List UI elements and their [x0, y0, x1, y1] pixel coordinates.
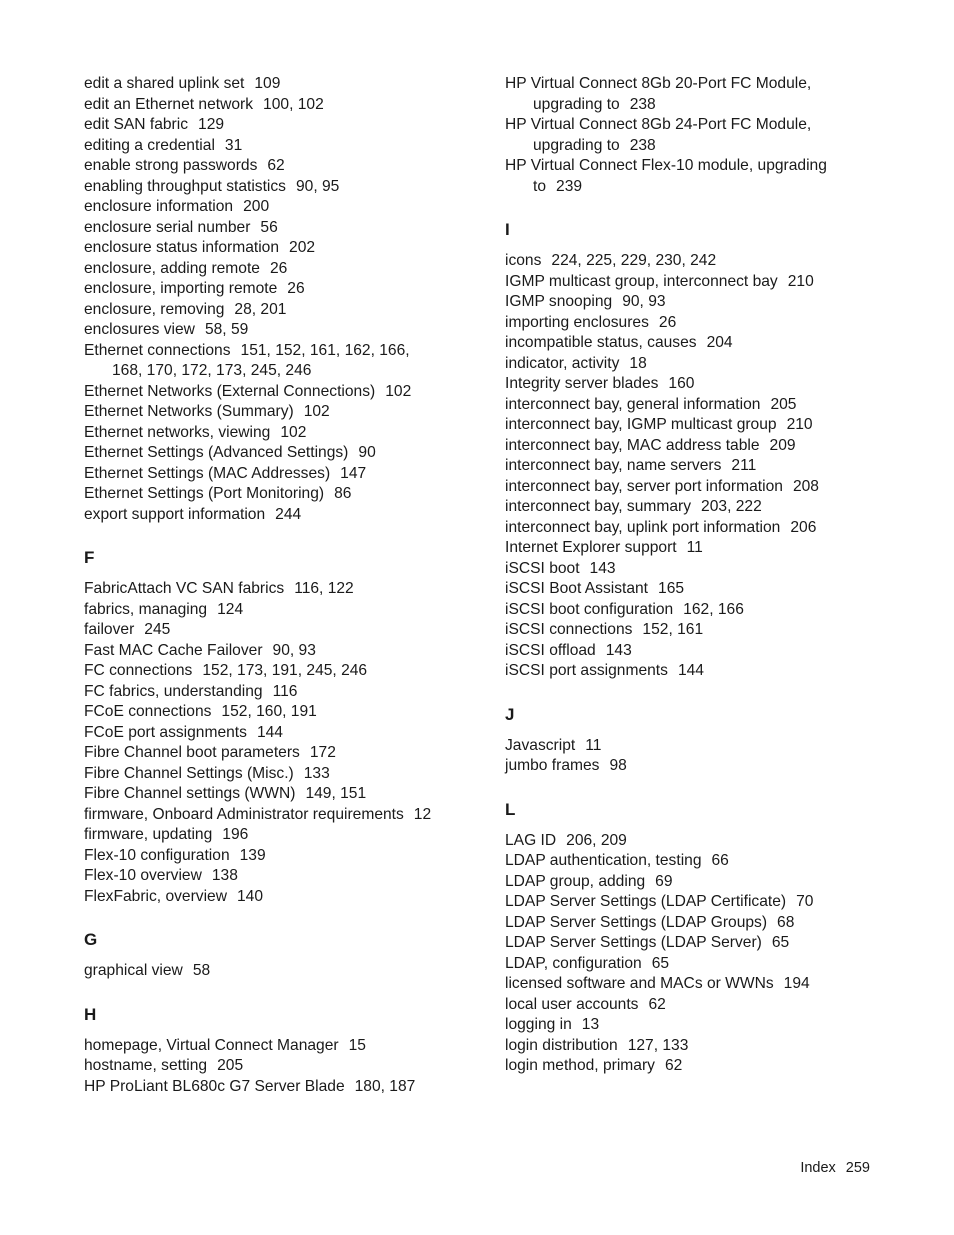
index-section: [84, 929, 434, 982]
index-entry: [84, 423, 434, 444]
entry-term: HP Virtual Connect 8Gb 20-Port FC Module, upgrading to: [505, 75, 812, 113]
section-letter: F: [84, 548, 95, 567]
index-entry: [84, 620, 434, 641]
index-entry: [84, 641, 434, 662]
index-entry: [505, 251, 855, 272]
entry-term: interconnect bay, name servers: [505, 457, 722, 474]
entry-pages[interactable]: 58: [192, 962, 211, 979]
index-entry: [505, 933, 855, 954]
entry-term: interconnect bay, IGMP multicast group: [505, 416, 777, 433]
entry-term: enclosure, importing remote: [84, 280, 278, 297]
entry-term: interconnect bay, summary: [505, 498, 692, 515]
index-entry: [84, 682, 434, 703]
index-entry: [84, 382, 434, 403]
entry-term: login method, primary: [505, 1057, 655, 1074]
entry-pages[interactable]: 129: [198, 116, 225, 133]
entry-pages[interactable]: 62: [648, 995, 666, 1013]
entry-term: IGMP snooping: [505, 293, 613, 310]
section-letter: H: [84, 1004, 97, 1024]
index-entry: [505, 477, 855, 498]
index-section: [84, 547, 434, 907]
index-entry: [84, 661, 434, 682]
index-entry: [505, 1056, 855, 1077]
entry-pages[interactable]: 200: [243, 198, 270, 215]
entry-pages[interactable]: 224, 225, 229, 230, 242: [551, 252, 717, 269]
index-entry: [84, 961, 434, 982]
entry-pages[interactable]: 144: [256, 723, 283, 741]
entry-term: LDAP authentication, testing: [505, 852, 702, 869]
entry-pages[interactable]: 124: [217, 600, 244, 618]
entry-pages[interactable]: 102: [280, 423, 307, 441]
index-entry: [505, 974, 855, 995]
entry-pages[interactable]: 70: [796, 893, 814, 910]
entry-pages[interactable]: 138: [211, 867, 238, 884]
index-section: [84, 1004, 434, 1098]
entry-term: edit an Ethernet network: [84, 95, 254, 113]
entry-term: interconnect bay, uplink port information: [505, 518, 781, 536]
entry-pages[interactable]: 15: [348, 1036, 366, 1054]
entry-term: graphical view: [84, 962, 183, 979]
index-entry: [505, 415, 855, 436]
entry-term: iSCSI connections: [505, 621, 633, 638]
index-entry: [505, 872, 855, 893]
entry-pages[interactable]: 90, 93: [622, 293, 666, 310]
entry-pages[interactable]: 206: [790, 518, 817, 536]
entry-term: enabling throughput statistics: [84, 177, 286, 195]
entry-term: editing a credential: [84, 136, 215, 154]
entry-term: firmware, updating: [84, 826, 213, 843]
entry-pages[interactable]: 90: [358, 444, 376, 461]
entry-term: FabricAttach VC SAN fabrics: [84, 580, 285, 597]
index-entry: [84, 743, 434, 764]
index-entry: [84, 784, 434, 805]
index-entry: [505, 1036, 855, 1057]
index-entry: [505, 74, 855, 115]
index-entry: [84, 484, 434, 505]
entry-term: FC connections: [84, 662, 193, 679]
index-entry: [84, 464, 434, 485]
entry-pages[interactable]: 102: [303, 403, 330, 420]
entry-pages[interactable]: 90, 95: [295, 177, 340, 195]
entry-term: local user accounts: [505, 995, 639, 1013]
entry-pages[interactable]: 26: [658, 313, 677, 331]
index-entry: [505, 559, 855, 580]
index-entry: [505, 851, 855, 872]
entry-pages[interactable]: 162, 166: [683, 600, 744, 618]
entry-term: HP Virtual Connect Flex-10 module, upgrading to: [505, 157, 827, 195]
entry-term: Fibre Channel boot parameters: [84, 744, 300, 761]
entry-pages[interactable]: 152, 173, 191, 245, 246: [202, 662, 368, 679]
entry-pages[interactable]: 66: [711, 852, 729, 869]
entry-term: Ethernet Networks (Summary): [84, 403, 294, 420]
entry-term: IGMP multicast group, interconnect bay: [505, 272, 778, 290]
entry-term: iSCSI port assignments: [505, 662, 668, 679]
entry-pages[interactable]: 98: [609, 757, 627, 774]
index-section: [505, 74, 855, 197]
index-entry: [84, 279, 434, 300]
footer-page-number: 259: [845, 1160, 870, 1176]
entry-pages[interactable]: 205: [770, 395, 797, 413]
index-column-right: [505, 74, 855, 1077]
entry-term: HP ProLiant BL680c G7 Server Blade: [84, 1077, 345, 1095]
index-entry: [505, 292, 855, 313]
entry-term: Ethernet Settings (Port Monitoring): [84, 485, 325, 502]
entry-term: indicator, activity: [505, 354, 620, 372]
entry-term: Ethernet connections: [84, 341, 231, 359]
entry-pages[interactable]: 194: [783, 975, 810, 992]
entry-pages[interactable]: 140: [236, 887, 264, 905]
entry-pages[interactable]: 149, 151: [305, 785, 367, 802]
entry-pages[interactable]: 102: [385, 382, 412, 400]
entry-term: iSCSI offload: [505, 641, 596, 659]
index-entry: [84, 115, 434, 136]
index-entry: [505, 374, 855, 395]
entry-pages[interactable]: 90, 93: [272, 641, 316, 659]
entry-pages[interactable]: 238: [629, 136, 656, 154]
index-entry: [84, 1036, 434, 1057]
entry-pages[interactable]: 116: [272, 682, 298, 700]
index-entry: [84, 1077, 434, 1098]
entry-pages[interactable]: 151, 152, 161, 162, 166, 168, 170, 172, 173, 245, 246: [112, 341, 410, 379]
index-entry: [84, 177, 434, 198]
section-letter: G: [84, 930, 98, 949]
index-entry: [84, 579, 434, 600]
index-entry: [505, 913, 855, 934]
entry-pages[interactable]: 13: [581, 1016, 600, 1033]
index-entry: [84, 866, 434, 887]
entry-term: incompatible status, causes: [505, 334, 697, 351]
index-entry: [505, 333, 855, 354]
section-letter: L: [505, 799, 516, 819]
entry-pages[interactable]: 209: [769, 436, 796, 454]
entry-pages[interactable]: 210: [786, 416, 813, 433]
index-entry: [505, 313, 855, 334]
entry-term: fabrics, managing: [84, 600, 208, 618]
entry-term: HP Virtual Connect 8Gb 24-Port FC Module, upgrading to: [505, 116, 812, 154]
entry-pages[interactable]: 196: [222, 826, 249, 843]
index-entry: [84, 443, 434, 464]
entry-pages[interactable]: 56: [260, 218, 278, 236]
index-entry: [84, 259, 434, 280]
entry-pages[interactable]: 11: [686, 539, 703, 556]
index-entry: [505, 641, 855, 662]
index-entry: [505, 736, 855, 757]
entry-pages[interactable]: 244: [275, 505, 302, 523]
index-entry: [84, 74, 434, 95]
entry-pages[interactable]: 65: [771, 934, 790, 951]
entry-term: Internet Explorer support: [505, 539, 677, 556]
entry-pages[interactable]: 62: [267, 157, 285, 174]
entry-term: enclosure, removing: [84, 300, 225, 318]
entry-term: hostname, setting: [84, 1057, 208, 1074]
entry-pages[interactable]: 69: [655, 872, 673, 890]
entry-term: LAG ID: [505, 831, 557, 849]
entry-pages[interactable]: 180, 187: [354, 1077, 416, 1095]
index-entry: [84, 156, 434, 177]
index-entry: [84, 600, 434, 621]
entry-term: Ethernet networks, viewing: [84, 423, 271, 441]
index-entry: [505, 395, 855, 416]
index-entry: [505, 892, 855, 913]
entry-term: login distribution: [505, 1036, 618, 1054]
section-letter: J: [505, 704, 515, 724]
entry-term: LDAP group, adding: [505, 872, 646, 890]
index-entry: [84, 805, 434, 826]
entry-term: LDAP, configuration: [505, 954, 642, 972]
entry-pages[interactable]: 204: [706, 334, 733, 351]
index-entry: [84, 402, 434, 423]
entry-pages[interactable]: 18: [629, 354, 647, 372]
entry-term: enclosure, adding remote: [84, 259, 260, 277]
index-section: [84, 74, 434, 525]
entry-pages[interactable]: 58, 59: [204, 321, 249, 338]
index-entry: [84, 341, 434, 382]
index-entry: [505, 272, 855, 293]
entry-term: interconnect bay, server port information: [505, 477, 783, 495]
entry-pages[interactable]: 152, 160, 191: [221, 703, 317, 720]
entry-pages[interactable]: 65: [651, 954, 670, 972]
entry-pages[interactable]: 11: [585, 736, 602, 754]
entry-term: Fibre Channel Settings (Misc.): [84, 764, 294, 782]
index-entry: [84, 136, 434, 157]
entry-term: Fast MAC Cache Failover: [84, 641, 263, 659]
index-entry: [84, 300, 434, 321]
index-entry: [505, 579, 855, 600]
entry-term: LDAP Server Settings (LDAP Groups): [505, 913, 768, 931]
entry-term: iSCSI boot: [505, 559, 580, 577]
index-entry: [505, 456, 855, 477]
entry-pages[interactable]: 238: [629, 95, 656, 113]
index-entry: [505, 518, 855, 539]
entry-pages[interactable]: 245: [144, 621, 171, 638]
entry-term: Fibre Channel settings (WWN): [84, 785, 296, 802]
entry-term: iSCSI boot configuration: [505, 600, 674, 618]
index-column-left: [84, 74, 434, 1097]
index-entry: [84, 723, 434, 744]
entry-term: interconnect bay, MAC address table: [505, 436, 760, 454]
entry-pages[interactable]: 100, 102: [263, 95, 324, 113]
entry-pages[interactable]: 127, 133: [627, 1036, 689, 1054]
entry-term: enclosure information: [84, 198, 234, 215]
entry-term: Ethernet Settings (Advanced Settings): [84, 444, 349, 461]
entry-term: FCoE port assignments: [84, 723, 247, 741]
entry-term: jumbo frames: [505, 757, 600, 774]
index-entry: [84, 764, 434, 785]
footer-label: Index: [800, 1160, 836, 1176]
entry-pages[interactable]: 28, 201: [234, 300, 287, 318]
entry-term: enclosure serial number: [84, 218, 251, 236]
entry-pages[interactable]: 143: [605, 641, 632, 659]
index-entry: [84, 825, 434, 846]
entry-term: enclosure status information: [84, 239, 280, 256]
entry-term: enable strong passwords: [84, 157, 258, 174]
entry-term: iSCSI Boot Assistant: [505, 580, 649, 597]
entry-term: icons: [505, 252, 542, 269]
index-entry: [505, 954, 855, 975]
index-entry: [84, 95, 434, 116]
entry-pages[interactable]: 165: [658, 580, 685, 597]
index-entry: [84, 218, 434, 239]
page-footer: [800, 1158, 870, 1178]
index-section: [505, 704, 855, 777]
entry-pages[interactable]: 205: [217, 1057, 244, 1074]
entry-pages[interactable]: 208: [792, 477, 819, 495]
entry-term: logging in: [505, 1016, 572, 1033]
index-entry: [505, 661, 855, 682]
entry-term: interconnect bay, general information: [505, 395, 761, 413]
index-entry: [84, 702, 434, 723]
index-entry: [84, 887, 434, 908]
entry-pages[interactable]: 143: [589, 559, 616, 577]
entry-term: Ethernet Networks (External Connections): [84, 382, 376, 400]
entry-pages[interactable]: 139: [239, 846, 266, 864]
entry-pages[interactable]: 152, 161: [642, 621, 704, 638]
entry-term: edit SAN fabric: [84, 116, 189, 133]
index-section: [505, 219, 855, 682]
entry-term: Ethernet Settings (MAC Addresses): [84, 464, 331, 482]
index-entry: [84, 505, 434, 526]
entry-term: FlexFabric, overview: [84, 887, 227, 905]
index-entry: [505, 436, 855, 457]
index-section: [505, 799, 855, 1077]
entry-term: Flex-10 configuration: [84, 846, 230, 864]
index-entry: [505, 1015, 855, 1036]
entry-pages[interactable]: 133: [303, 764, 330, 782]
index-entry: [505, 600, 855, 621]
entry-pages[interactable]: 144: [677, 662, 704, 679]
entry-term: failover: [84, 621, 135, 638]
entry-pages[interactable]: 26: [287, 280, 305, 297]
entry-term: edit a shared uplink set: [84, 75, 245, 92]
entry-pages[interactable]: 160: [668, 375, 695, 392]
section-letter: I: [505, 220, 510, 239]
index-entry: [505, 497, 855, 518]
entry-pages[interactable]: 202: [289, 239, 316, 256]
entry-term: LDAP Server Settings (LDAP Server): [505, 934, 762, 951]
entry-pages[interactable]: 109: [254, 75, 281, 92]
entry-term: homepage, Virtual Connect Manager: [84, 1036, 339, 1054]
entry-term: enclosures view: [84, 321, 195, 338]
entry-pages[interactable]: 116, 122: [294, 580, 354, 597]
entry-pages[interactable]: 62: [664, 1057, 683, 1074]
entry-pages[interactable]: 147: [340, 464, 367, 482]
index-entry: [505, 538, 855, 559]
entry-term: Flex-10 overview: [84, 867, 202, 884]
entry-pages[interactable]: 86: [334, 485, 352, 502]
entry-pages[interactable]: 211: [731, 457, 757, 474]
index-entry: [505, 995, 855, 1016]
index-entry: [505, 115, 855, 156]
entry-pages[interactable]: 239: [556, 177, 583, 195]
index-entry: [505, 756, 855, 777]
entry-pages[interactable]: 203, 222: [701, 498, 762, 515]
entry-term: licensed software and MACs or WWNs: [505, 975, 774, 992]
entry-pages[interactable]: 206, 209: [566, 831, 627, 849]
index-entry: [505, 354, 855, 375]
index-entry: [505, 156, 855, 197]
index-entry: [84, 846, 434, 867]
index-entry: [84, 320, 434, 341]
entry-term: LDAP Server Settings (LDAP Certificate): [505, 893, 787, 910]
entry-term: FCoE connections: [84, 703, 212, 720]
index-entry: [84, 197, 434, 218]
entry-pages[interactable]: 172: [309, 744, 336, 761]
entry-term: export support information: [84, 505, 266, 523]
entry-term: Javascript: [505, 736, 576, 754]
index-entry: [505, 620, 855, 641]
entry-pages[interactable]: 12: [413, 805, 432, 823]
entry-pages[interactable]: 26: [269, 259, 288, 277]
index-entry: [505, 831, 855, 852]
entry-term: importing enclosures: [505, 313, 649, 331]
entry-pages[interactable]: 68: [777, 913, 795, 931]
entry-pages[interactable]: 210: [787, 272, 814, 290]
entry-term: Integrity server blades: [505, 375, 659, 392]
entry-term: firmware, Onboard Administrator requirements: [84, 805, 404, 823]
entry-pages[interactable]: 31: [224, 136, 243, 154]
entry-term: FC fabrics, understanding: [84, 682, 263, 700]
index-entry: [84, 238, 434, 259]
index-entry: [84, 1056, 434, 1077]
